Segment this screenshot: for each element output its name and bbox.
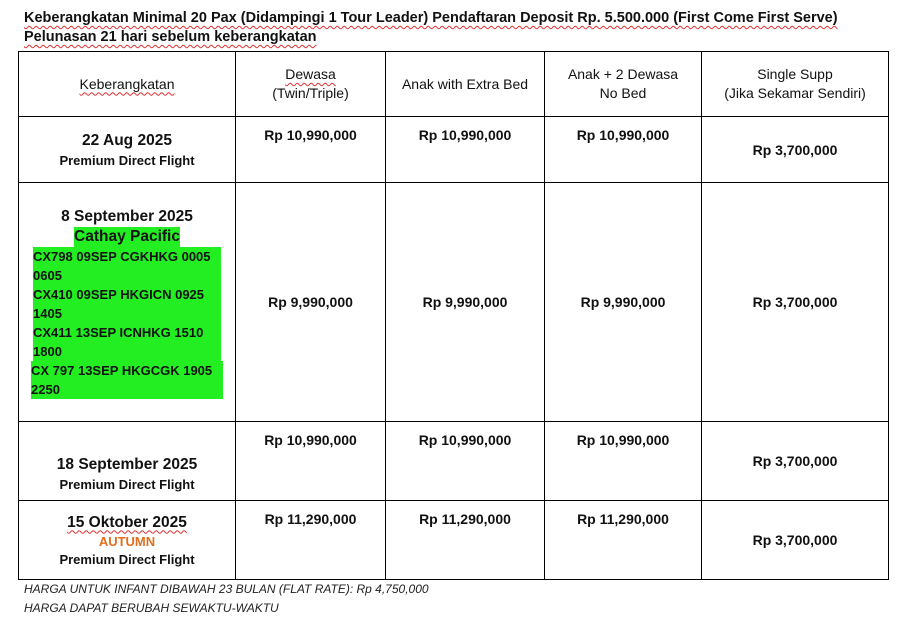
price-dewasa: Rp 10,990,000: [236, 117, 386, 183]
price-anak-no-bed: Rp 9,990,000: [545, 183, 702, 422]
flight-segment: CX798 09SEP CGKHKG 0005 0605: [33, 247, 221, 285]
price-table: [18, 51, 889, 580]
col-header-anak-no-bed: Anak + 2 Dewasa No Bed: [545, 52, 702, 117]
flight-segment: CX 797 13SEP HKGCGK 1905 2250: [31, 361, 223, 399]
departure-subtitle: Premium Direct Flight: [59, 551, 195, 567]
price-anak-no-bed: Rp 10,990,000: [545, 422, 702, 501]
departure-cell: [19, 117, 236, 183]
table-row: [19, 183, 889, 422]
document-header: [24, 9, 904, 47]
departure-cell: [19, 501, 236, 580]
table-row: [19, 117, 889, 183]
col-header-dewasa: Dewasa (Twin/Triple): [236, 52, 386, 117]
price-single-supp: Rp 3,700,000: [702, 422, 889, 501]
flight-segment: CX410 09SEP HKGICN 0925 1405: [33, 285, 221, 323]
document-footer: [24, 580, 429, 618]
price-dewasa: Rp 10,990,000: [236, 422, 386, 501]
price-anak-extra-bed: Rp 10,990,000: [386, 422, 545, 501]
price-single-supp: Rp 3,700,000: [702, 183, 889, 422]
table-row: [19, 422, 889, 501]
price-anak-extra-bed: Rp 10,990,000: [386, 117, 545, 183]
table-header-row: [19, 52, 889, 117]
price-single-supp: Rp 3,700,000: [702, 117, 889, 183]
price-anak-extra-bed: Rp 11,290,000: [386, 501, 545, 580]
departure-subtitle: Premium Direct Flight: [59, 152, 195, 168]
col-header-anak-extra-bed: Anak with Extra Bed: [386, 52, 545, 117]
flight-segment: CX411 13SEP ICNHKG 1510 1800: [33, 323, 221, 361]
carrier-name: Cathay Pacific: [74, 227, 180, 245]
season-label: AUTUMN: [98, 533, 156, 549]
departure-date: 8 September 2025: [61, 207, 193, 225]
col-header-single-supp: Single Supp (Jika Sekamar Sendiri): [702, 52, 889, 117]
price-anak-extra-bed: Rp 9,990,000: [386, 183, 545, 422]
footer-price-disclaimer: HARGA DAPAT BERUBAH SEWAKTU-WAKTU: [24, 601, 279, 615]
price-dewasa: Rp 11,290,000: [236, 501, 386, 580]
departure-date: 18 September 2025: [56, 456, 198, 473]
price-anak-no-bed: Rp 11,290,000: [545, 501, 702, 580]
header-line-2: Pelunasan 21 hari sebelum keberangkatan: [24, 29, 317, 45]
price-single-supp: Rp 3,700,000: [702, 501, 889, 580]
departure-subtitle: Premium Direct Flight: [59, 477, 195, 492]
departure-cell: [19, 183, 236, 422]
col-header-keberangkatan: Keberangkatan: [19, 52, 236, 117]
departure-date: 15 Oktober 2025: [67, 513, 187, 531]
header-line-1: Keberangkatan Minimal 20 Pax (Didampingi 1 Tour Leader) Pendaftaran Deposit Rp. 5.500.000 (First Come First Serve): [24, 10, 838, 26]
price-anak-no-bed: Rp 10,990,000: [545, 117, 702, 183]
departure-date: 22 Aug 2025: [82, 131, 172, 149]
table-row: [19, 501, 889, 580]
footer-infant-note: HARGA UNTUK INFANT DIBAWAH 23 BULAN (FLAT RATE): Rp 4,750,000: [24, 582, 429, 596]
price-dewasa: Rp 9,990,000: [236, 183, 386, 422]
departure-cell: [19, 422, 236, 501]
